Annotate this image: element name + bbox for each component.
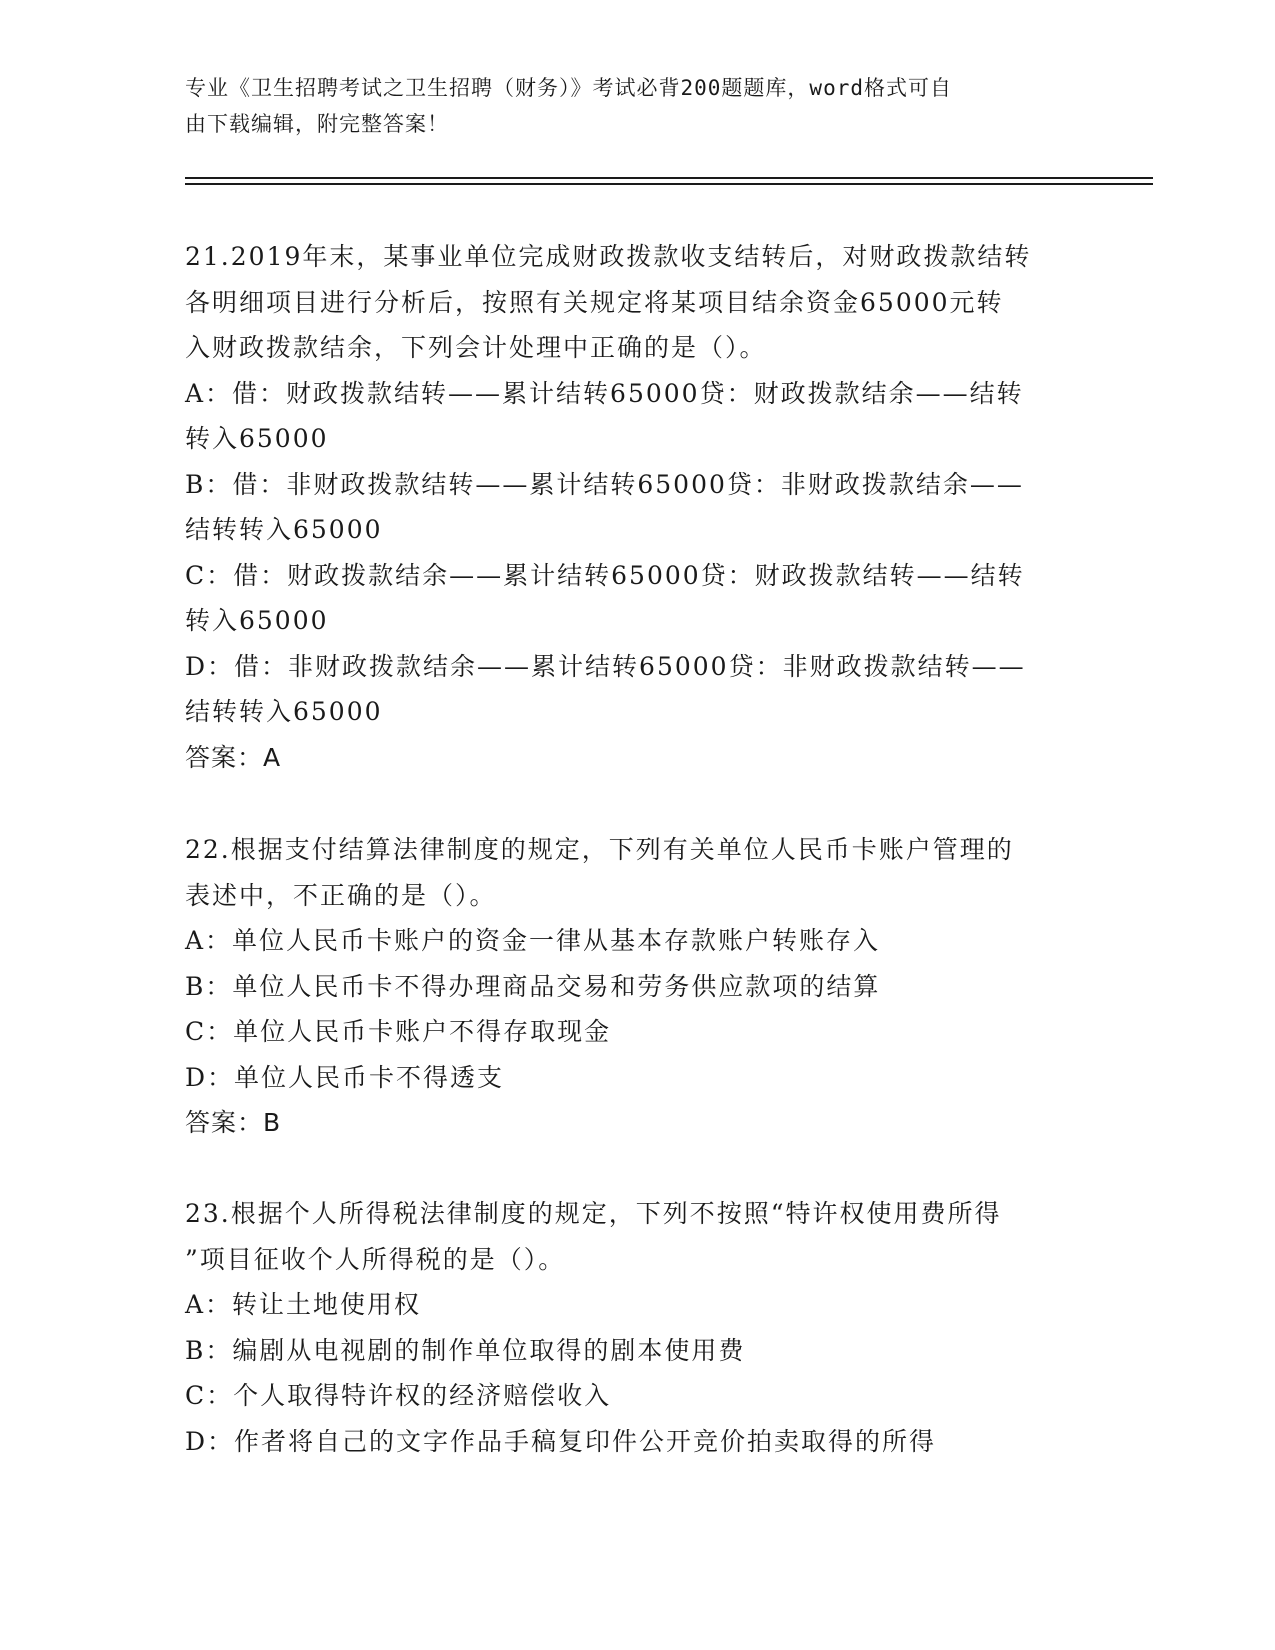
- option-d-continued: 结转转入65000: [185, 697, 383, 726]
- option-c-continued: 转入65000: [185, 606, 329, 635]
- question-stem-line: 入财政拨款结余，下列会计处理中正确的是（）。: [185, 333, 767, 362]
- option-b: B：借：非财政拨款结转——累计结转65000贷：非财政拨款结余——: [185, 469, 1024, 499]
- option-c: C：个人取得特许权的经济赔偿收入: [185, 1381, 612, 1410]
- header-divider-top: [185, 177, 1153, 179]
- option-b-continued: 结转转入65000: [185, 515, 383, 544]
- option-a: A：借：财政拨款结转——累计结转65000贷：财政拨款结余——结转: [185, 378, 1024, 408]
- option-a-continued: 转入65000: [185, 424, 329, 453]
- question-22: [185, 827, 1085, 1146]
- question-stem-line: ”项目征收个人所得税的是（）。: [185, 1244, 566, 1274]
- option-d: D：单位人民币卡不得透支: [185, 1062, 505, 1092]
- answer: 答案：B: [185, 1108, 282, 1137]
- option-d: D：作者将自己的文字作品手稿复印件公开竞价拍卖取得的所得: [185, 1426, 937, 1456]
- answer: 答案：A: [185, 742, 282, 772]
- option-a: A：转让土地使用权: [185, 1290, 422, 1319]
- document-header: [185, 70, 1065, 142]
- option-a: A：单位人民币卡账户的资金一律从基本存款账户转账存入: [185, 926, 881, 955]
- question-stem-line: 23.根据个人所得税法律制度的规定，下列不按照“特许权使用费所得: [185, 1199, 1002, 1228]
- question-23: [185, 1191, 1085, 1464]
- question-21: [185, 234, 1085, 780]
- option-c: C：单位人民币卡账户不得存取现金: [185, 1017, 612, 1046]
- question-stem-line: 各明细项目进行分析后，按照有关规定将某项目结余资金65000元转: [185, 287, 1004, 317]
- question-stem-line: 21.2019年末，某事业单位完成财政拨款收支结转后，对财政拨款结转: [185, 242, 1032, 271]
- option-d: D：借：非财政拨款结余——累计结转65000贷：非财政拨款结转——: [185, 651, 1026, 681]
- option-b: B：单位人民币卡不得办理商品交易和劳务供应款项的结算: [185, 971, 881, 1001]
- header-line: 专业《卫生招聘考试之卫生招聘（财务）》考试必背200题题库，word格式可自: [185, 76, 952, 100]
- question-stem-line: 表述中，不正确的是（）。: [185, 880, 497, 910]
- header-line: 由下载编辑，附完整答案！: [185, 112, 449, 136]
- question-stem-line: 22.根据支付结算法律制度的规定，下列有关单位人民币卡账户管理的: [185, 835, 1014, 864]
- option-b: B：编剧从电视剧的制作单位取得的剧本使用费: [185, 1335, 746, 1365]
- option-c: C：借：财政拨款结余——累计结转65000贷：财政拨款结转——结转: [185, 560, 1025, 590]
- header-divider-bottom: [185, 183, 1153, 185]
